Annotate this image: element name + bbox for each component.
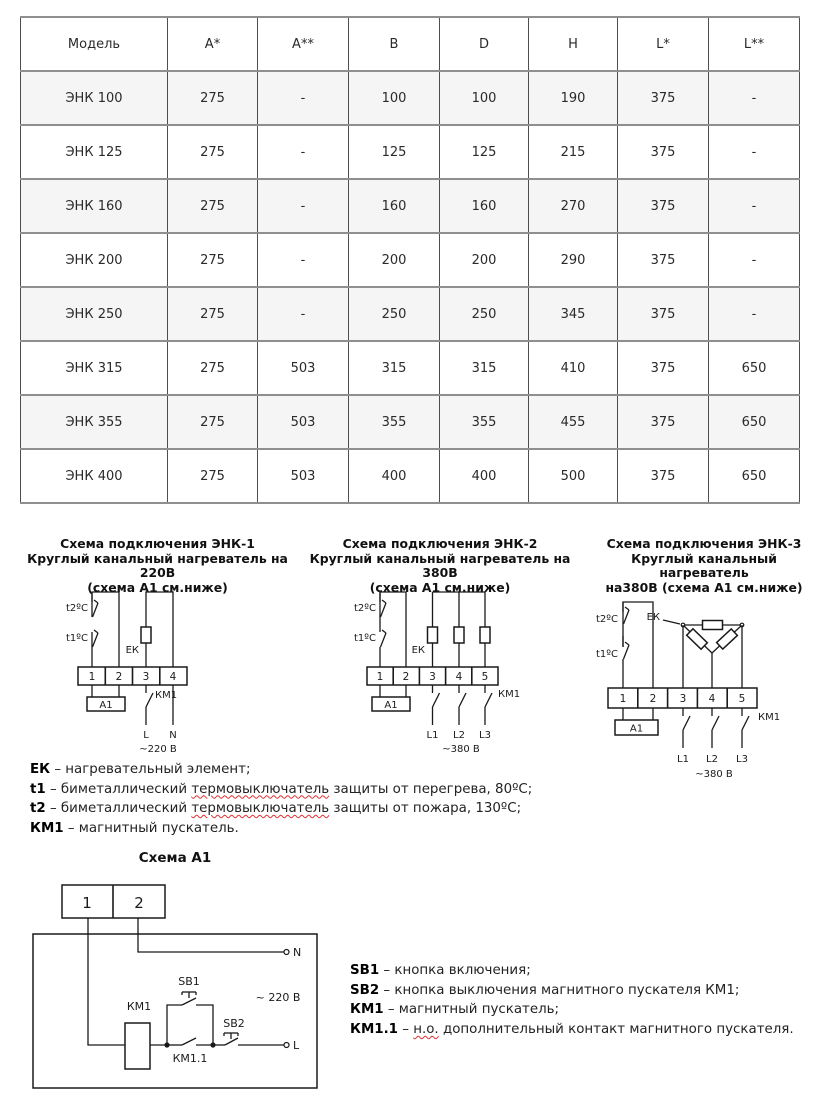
model-cell: ЭНК 355 — [21, 395, 168, 449]
value-cell: 315 — [440, 341, 529, 395]
value-cell: 125 — [349, 125, 440, 179]
table-row — [21, 125, 800, 179]
column-header: L* — [618, 17, 709, 71]
l-label: L — [293, 1039, 300, 1052]
ek-label: ЕК — [125, 645, 139, 656]
title-line: Круглый канальный нагреватель на 220В — [27, 550, 288, 581]
a1-label: А1 — [99, 700, 113, 711]
value-cell: 650 — [709, 395, 800, 449]
sb2-label: SB2 — [223, 1017, 245, 1030]
value-cell: 275 — [168, 125, 258, 179]
value-cell: 200 — [349, 233, 440, 287]
legend-key: t1 — [30, 781, 46, 797]
km1-label: КМ1 — [155, 690, 178, 701]
t1-switch — [94, 630, 98, 633]
model-cell: ЭНК 315 — [21, 341, 168, 395]
model-cell: ЭНК 125 — [21, 125, 168, 179]
heater-element — [428, 627, 438, 643]
value-cell: - — [709, 233, 800, 287]
legend-key: КМ1 — [30, 820, 64, 836]
t2-label: t2ºC — [66, 603, 88, 614]
legend-key: SB2 — [350, 982, 380, 998]
heater-element — [480, 627, 490, 643]
a1-label: А1 — [629, 723, 644, 735]
t2-label: t2ºC — [354, 603, 376, 614]
terminal-5: 5 — [481, 671, 489, 683]
value-cell: 375 — [618, 179, 709, 233]
terminal-3: 3 — [142, 671, 150, 683]
sb1-label: SB1 — [178, 975, 200, 988]
value-cell: 355 — [349, 395, 440, 449]
l3-label: L3 — [736, 754, 748, 765]
title-line: (схема А1 см.ниже) — [369, 579, 511, 595]
t1-switch — [382, 630, 386, 633]
terminal-4: 4 — [169, 671, 177, 683]
table-row — [21, 71, 800, 125]
value-cell: 410 — [529, 341, 618, 395]
l1-label: L1 — [677, 754, 689, 765]
t1-label: t1ºC — [596, 649, 618, 660]
value-cell: 345 — [529, 287, 618, 341]
legend-item: t1 – биметаллический термовыключатель защиты от перегрева, 80ºС; — [30, 781, 533, 797]
value-cell: 375 — [618, 233, 709, 287]
title-line: на380В (схема А1 см.ниже) — [605, 579, 803, 595]
terminal-4: 4 — [455, 671, 463, 683]
column-header: D — [440, 17, 529, 71]
column-header: A** — [258, 17, 349, 71]
title-line: Схема подключения ЭНК-2 — [342, 536, 538, 551]
value-cell: 375 — [618, 341, 709, 395]
ek-label: ЕК — [411, 645, 425, 656]
legend-key: КМ1 — [350, 1002, 384, 1018]
table-body — [21, 71, 800, 503]
value-cell: 215 — [529, 125, 618, 179]
terminal-4: 4 — [708, 693, 716, 705]
heater-element — [717, 629, 738, 649]
terminal-3: 3 — [679, 693, 687, 705]
column-header: Модель — [21, 17, 168, 71]
value-cell: 125 — [440, 125, 529, 179]
legend-schema-a1 — [350, 961, 810, 1039]
title-line: Схема подключения ЭНК-3 — [606, 536, 802, 551]
terminal-2: 2 — [134, 894, 144, 912]
terminal-1: 1 — [88, 671, 96, 683]
value-cell: 275 — [168, 233, 258, 287]
table-row — [21, 395, 800, 449]
table-row — [21, 449, 800, 503]
l1-label: L1 — [426, 730, 439, 741]
terminal-2: 2 — [649, 693, 657, 705]
table-header — [21, 17, 800, 71]
wire — [92, 592, 119, 667]
value-cell: - — [258, 71, 349, 125]
t2-switch — [625, 607, 629, 610]
legend-item: SB2 – кнопка выключения магнитного пускателя КМ1; — [350, 982, 740, 998]
value-cell: 455 — [529, 395, 618, 449]
wire — [380, 592, 406, 667]
t1-switch — [93, 633, 99, 647]
value-cell: - — [709, 287, 800, 341]
value-cell: 275 — [168, 71, 258, 125]
value-cell: 100 — [349, 71, 440, 125]
value-cell: 503 — [258, 395, 349, 449]
t1-switch — [381, 633, 387, 647]
title-line: Круглый канальный нагреватель — [631, 550, 777, 581]
model-cell: ЭНК 400 — [21, 449, 168, 503]
t2-switch — [624, 610, 630, 624]
terminal-2: 2 — [115, 671, 123, 683]
l2-label: L2 — [706, 754, 718, 765]
legend-key: КМ1.1 — [350, 1021, 398, 1037]
title-line: Схема подключения ЭНК-1 — [60, 536, 255, 551]
column-header: B — [349, 17, 440, 71]
table-row — [21, 341, 800, 395]
table-row — [21, 233, 800, 287]
t2-switch — [381, 603, 387, 617]
voltage-label: ~380 В — [442, 744, 480, 755]
terminal-3: 3 — [429, 671, 436, 683]
model-cell: ЭНК 250 — [21, 287, 168, 341]
value-cell: 190 — [529, 71, 618, 125]
legend-item: ЕК – нагревательный элемент; — [30, 762, 251, 777]
schema-a1-svg — [20, 878, 330, 1093]
t2-switch — [93, 603, 99, 617]
value-cell: 250 — [440, 287, 529, 341]
n-label: N — [293, 946, 302, 959]
value-cell: - — [258, 287, 349, 341]
value-cell: 400 — [349, 449, 440, 503]
column-header: A* — [168, 17, 258, 71]
value-cell: 375 — [618, 395, 709, 449]
table-row — [21, 287, 800, 341]
t2-label: t2ºC — [596, 614, 618, 625]
value-cell: 275 — [168, 287, 258, 341]
voltage-label: ~380 В — [695, 769, 733, 780]
t2-switch — [94, 600, 98, 603]
legend-key: t2 — [30, 801, 46, 817]
model-cell: ЭНК 100 — [21, 71, 168, 125]
legend-item: t2 – биметаллический термовыключатель защиты от пожара, 130ºС; — [30, 801, 522, 817]
terminal-5: 5 — [738, 693, 746, 705]
value-cell: - — [258, 233, 349, 287]
a1-label: А1 — [384, 700, 398, 711]
t2-switch — [382, 600, 386, 603]
value-cell: 275 — [168, 341, 258, 395]
enk1-circuit-svg — [20, 580, 295, 760]
legend-item: SB1 – кнопка включения; — [350, 963, 531, 978]
value-cell: 200 — [440, 233, 529, 287]
km1-coil — [125, 1023, 150, 1069]
voltage-label: ~ 220 В — [255, 991, 301, 1004]
value-cell: - — [709, 71, 800, 125]
terminal-1: 1 — [619, 693, 627, 705]
heater-element — [141, 627, 151, 643]
value-cell: 100 — [440, 71, 529, 125]
value-cell: - — [709, 125, 800, 179]
km1-contacts — [683, 708, 749, 748]
column-header: L** — [709, 17, 800, 71]
value-cell: - — [258, 179, 349, 233]
heater-element — [687, 629, 708, 649]
value-cell: 160 — [440, 179, 529, 233]
enk2-circuit-svg — [295, 580, 585, 760]
value-cell: 375 — [618, 287, 709, 341]
value-cell: 160 — [349, 179, 440, 233]
t1-label: t1ºC — [354, 633, 376, 644]
value-cell: 270 — [529, 179, 618, 233]
column-header: H — [529, 17, 618, 71]
km1-label: КМ1 — [498, 689, 521, 700]
value-cell: 503 — [258, 341, 349, 395]
l3-label: L3 — [479, 730, 491, 741]
value-cell: 275 — [168, 449, 258, 503]
legend-key: ЕК — [30, 762, 51, 777]
km1-label: КМ1 — [758, 712, 781, 723]
l2-label: L2 — [453, 730, 465, 741]
title-line: (схема А1 см.ниже) — [87, 579, 228, 595]
value-cell: 375 — [618, 71, 709, 125]
ek-pointer — [663, 620, 680, 624]
heater-element — [703, 621, 723, 630]
value-cell: 375 — [618, 125, 709, 179]
model-cell: ЭНК 160 — [21, 179, 168, 233]
t1-label: t1ºC — [66, 633, 88, 644]
value-cell: 290 — [529, 233, 618, 287]
value-cell: - — [709, 179, 800, 233]
value-cell: 400 — [440, 449, 529, 503]
terminal-2: 2 — [402, 671, 410, 683]
ek-label: ЕК — [646, 612, 660, 623]
model-cell: ЭНК 200 — [21, 233, 168, 287]
km11-label: КМ1.1 — [172, 1052, 208, 1065]
title-line: Круглый канальный нагреватель на 380В — [309, 550, 571, 581]
t1-switch — [624, 645, 630, 659]
l-terminal — [284, 1043, 289, 1048]
spec-table — [20, 16, 800, 504]
schema-a1-title: Схема А1 — [138, 850, 212, 866]
enk3-circuit-svg — [590, 580, 818, 785]
value-cell: 375 — [618, 449, 709, 503]
voltage-label: ~220 В — [139, 744, 177, 755]
km1-contacts — [433, 685, 493, 725]
legend-key: SB1 — [350, 963, 380, 978]
km1-contact — [146, 693, 153, 707]
value-cell: 650 — [709, 341, 800, 395]
terminal-1: 1 — [376, 671, 384, 683]
heater-element — [454, 627, 464, 643]
neutral-label: N — [169, 730, 177, 741]
value-cell: - — [258, 125, 349, 179]
phase-label: L — [143, 730, 149, 741]
table-row — [21, 179, 800, 233]
terminal-1: 1 — [82, 894, 92, 912]
t1-switch — [625, 642, 629, 645]
value-cell: 275 — [168, 395, 258, 449]
value-cell: 650 — [709, 449, 800, 503]
legend-item: КМ1 – магнитный пускатель; — [350, 1002, 560, 1018]
km1-label: КМ1 — [126, 1000, 152, 1013]
legend-item: КМ1.1 – н.о. дополнительный контакт магнитного пускателя. — [350, 1021, 794, 1037]
n-terminal — [284, 950, 289, 955]
value-cell: 503 — [258, 449, 349, 503]
legend-components — [30, 760, 650, 838]
value-cell: 275 — [168, 179, 258, 233]
legend-item: КМ1 – магнитный пускатель. — [30, 820, 239, 836]
value-cell: 355 — [440, 395, 529, 449]
value-cell: 250 — [349, 287, 440, 341]
value-cell: 315 — [349, 341, 440, 395]
value-cell: 500 — [529, 449, 618, 503]
